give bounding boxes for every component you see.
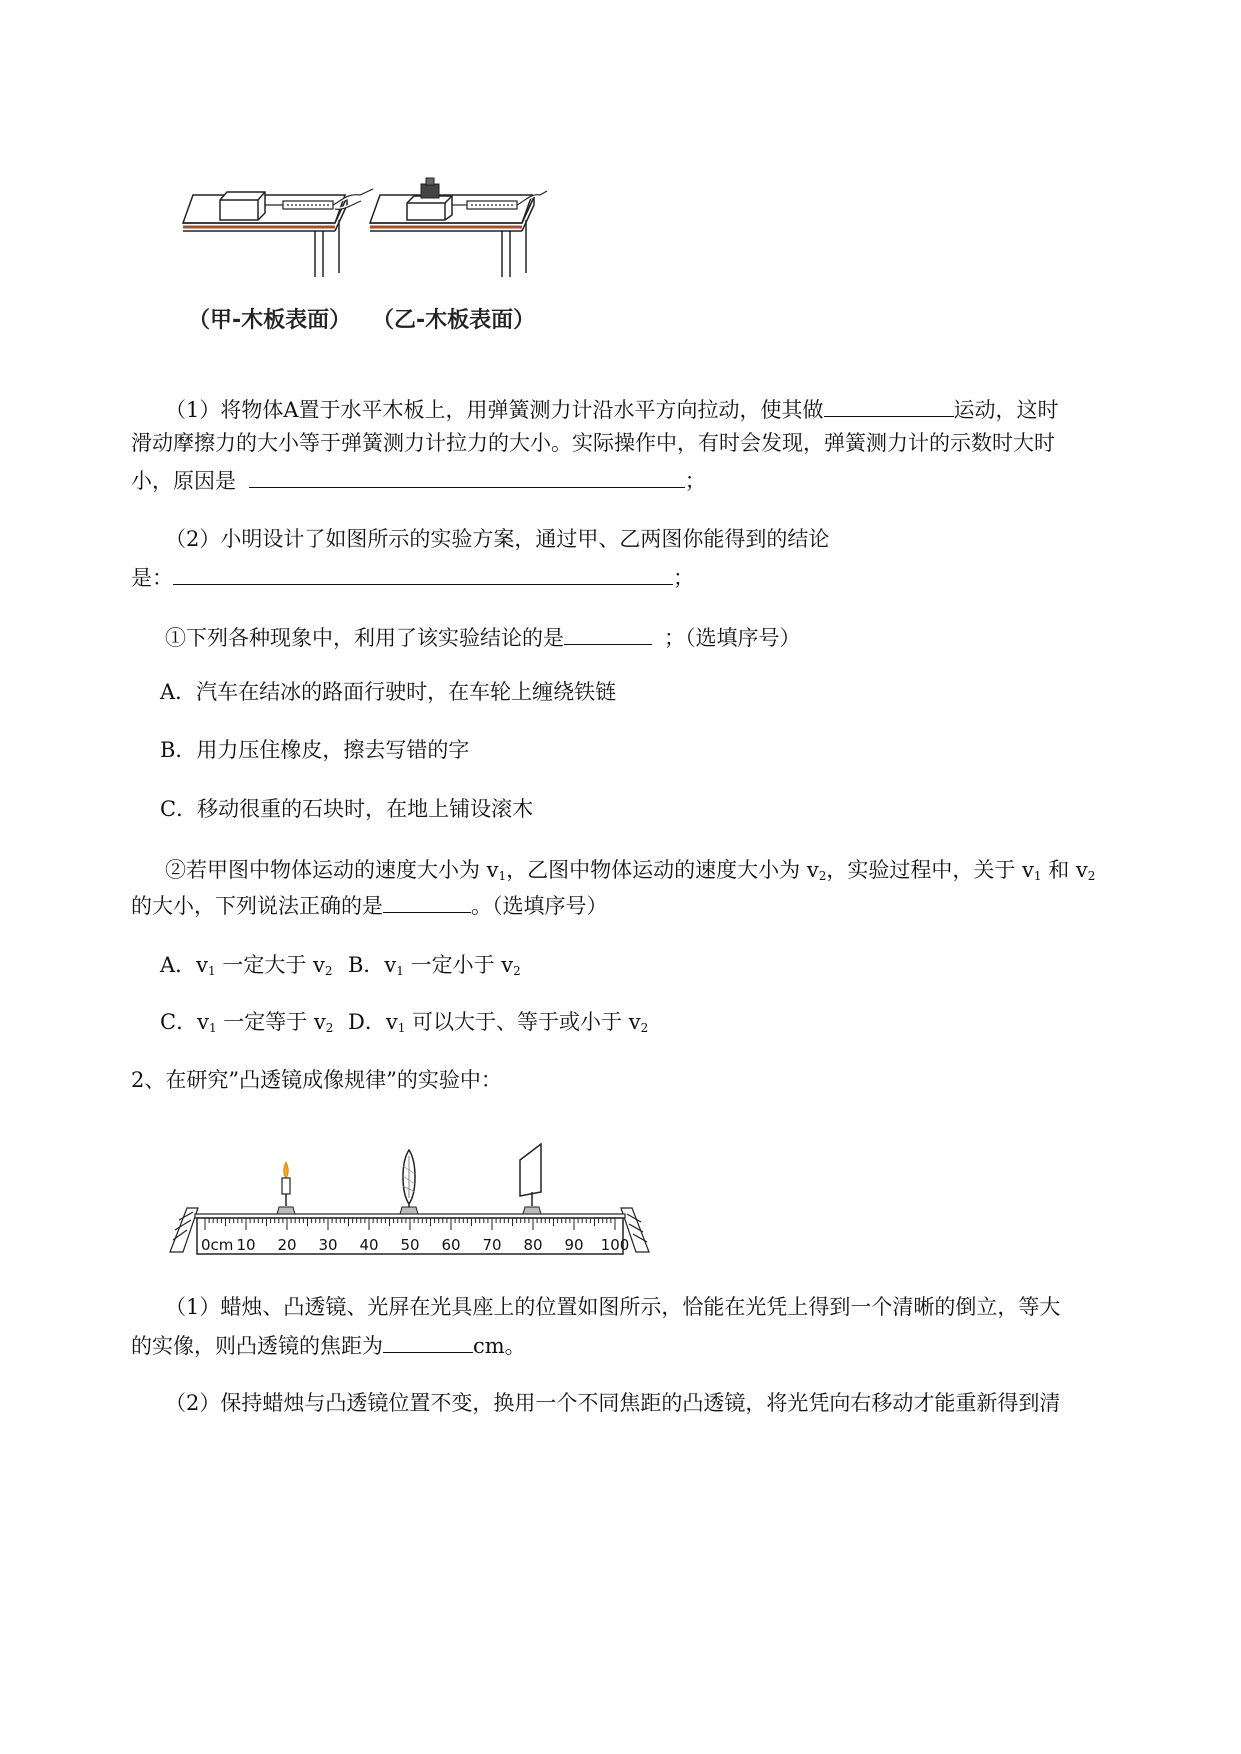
q2-focal-blank[interactable] bbox=[383, 1334, 473, 1353]
q2-part1-line2 bbox=[131, 1334, 526, 1357]
q1-sub2-text-e: 的大小，下列说法正确的是 bbox=[131, 894, 383, 918]
q1-option-b: B．用力压住橡皮，擦去写错的字 bbox=[160, 738, 470, 762]
ruler-label: 0cm bbox=[201, 1236, 234, 1254]
choice-d-post: 可以大于、等于或小于 v bbox=[405, 1010, 641, 1034]
ruler-label: 20 bbox=[277, 1236, 297, 1254]
sub-2: 2 bbox=[513, 964, 521, 978]
choice-d-pre: D．v bbox=[348, 1010, 398, 1034]
sub-1: 1 bbox=[397, 1021, 406, 1035]
q1-sub2-line2 bbox=[131, 894, 608, 917]
q1-part1-line1 bbox=[165, 398, 1059, 421]
choice-b-pre: B．v bbox=[348, 953, 397, 977]
q1-conclusion-end: ； bbox=[673, 566, 694, 590]
light-screen bbox=[520, 1144, 541, 1214]
sub-1: 1 bbox=[396, 964, 404, 978]
convex-lens bbox=[400, 1150, 418, 1214]
q1-sub2-text-b: ，乙图中物体运动的速度大小为 v bbox=[506, 858, 819, 882]
sub-1: 1 bbox=[1033, 869, 1042, 883]
q1-reason-label: 小，原因是 bbox=[131, 469, 236, 493]
choice-b-post: 一定小于 v bbox=[403, 953, 514, 977]
ruler-label: 90 bbox=[564, 1236, 584, 1254]
q1-choice-d bbox=[348, 1012, 648, 1034]
q2-focal-unit: cm。 bbox=[473, 1334, 526, 1358]
ruler-label: 10 bbox=[236, 1236, 256, 1254]
ruler-label: 70 bbox=[482, 1236, 502, 1254]
friction-experiment-figure bbox=[175, 165, 575, 285]
ruler-label: 80 bbox=[523, 1236, 543, 1254]
ruler-label: 60 bbox=[441, 1236, 461, 1254]
q1-part2-line1: （2）小明设计了如图所示的实验方案，通过甲、乙两图你能得到的结论 bbox=[165, 527, 830, 551]
sub-2: 2 bbox=[324, 964, 333, 978]
caption-jia: （甲-木板表面） bbox=[188, 308, 352, 333]
q1-sub1-blank[interactable] bbox=[564, 626, 652, 645]
q1-option-c: C．移动很重的石块时，在地上铺设滚木 bbox=[160, 797, 534, 821]
q1-choice-c bbox=[160, 1012, 333, 1034]
q2-part1-line1: （1）蜡烛、凸透镜、光屏在光具座上的位置如图所示，恰能在光凭上得到一个清晰的倒立，等大 bbox=[165, 1295, 1061, 1319]
ruler-label: 40 bbox=[359, 1236, 379, 1254]
candle bbox=[277, 1162, 295, 1214]
q2-focal-label: 的实像，则凸透镜的焦距为 bbox=[131, 1334, 383, 1358]
choice-a-pre: A．v bbox=[160, 953, 209, 977]
choice-c-pre: C．v bbox=[160, 1010, 209, 1034]
q1-sub1-text-a: ①下列各种现象中，利用了该实验结论的是 bbox=[165, 626, 564, 650]
ruler-label: 50 bbox=[400, 1236, 420, 1254]
block-a-jia bbox=[220, 192, 265, 220]
q1-sub2-line1 bbox=[165, 860, 1095, 882]
q2-part2-line1: （2）保持蜡烛与凸透镜位置不变，换用一个不同焦距的凸透镜，将光凭向右移动才能重新得到清 bbox=[165, 1391, 1061, 1415]
q1-part1-text-b: 运动，这时 bbox=[953, 398, 1059, 422]
q1-choice-a bbox=[160, 955, 333, 977]
ruler-label: 100 bbox=[600, 1236, 630, 1254]
bench-left-stand bbox=[170, 1208, 198, 1252]
q1-reason-end: ； bbox=[684, 469, 706, 493]
q1-sub2-text-f: 。（选填序号） bbox=[471, 894, 608, 918]
ruler-label: 30 bbox=[318, 1236, 338, 1254]
q1-reason-blank[interactable] bbox=[249, 469, 685, 488]
q1-conclusion-blank[interactable] bbox=[173, 566, 673, 585]
q1-motion-blank[interactable] bbox=[824, 398, 954, 417]
q1-sub2-text-d: 和 v bbox=[1041, 858, 1088, 882]
block-a-yi bbox=[407, 196, 452, 220]
sub-2: 2 bbox=[325, 1021, 334, 1035]
choice-a-post: 一定大于 v bbox=[215, 953, 325, 977]
sub-1: 1 bbox=[498, 869, 507, 883]
sub-1: 1 bbox=[208, 964, 216, 978]
optical-bench-figure bbox=[165, 1130, 665, 1260]
q2-title: 2、在研究”凸透镜成像规律”的实验中： bbox=[131, 1068, 502, 1092]
sub-1: 1 bbox=[208, 1021, 217, 1035]
q1-part1-line3 bbox=[131, 469, 706, 492]
q1-part1-text-a: （1）将物体A置于水平木板上，用弹簧测力计沿水平方向拉动，使其做 bbox=[165, 398, 824, 422]
q1-sub2-text-a: ②若甲图中物体运动的速度大小为 v bbox=[165, 858, 499, 882]
q1-conclusion-label: 是： bbox=[131, 566, 173, 590]
q1-option-a: A．汽车在结冰的路面行驶时，在车轮上缠绕铁链 bbox=[160, 680, 617, 704]
q1-sub1-text-b: ；（选填序号） bbox=[664, 626, 801, 650]
q1-part2-line2 bbox=[131, 566, 694, 589]
sub-2: 2 bbox=[640, 1021, 649, 1035]
q1-part1-line2: 滑动摩擦力的大小等于弹簧测力计拉力的大小。实际操作中，有时会发现，弹簧测力计的示数时大时 bbox=[131, 431, 1055, 455]
sub-2: 2 bbox=[1087, 869, 1096, 883]
caption-yi: （乙-木板表面） bbox=[372, 308, 536, 333]
q1-sub2-text-c: ，实验过程中，关于 v bbox=[826, 858, 1034, 882]
weight-yi bbox=[421, 178, 439, 198]
q1-sub1-prompt bbox=[165, 626, 801, 649]
q1-choice-b bbox=[348, 955, 521, 977]
choice-c-post: 一定等于 v bbox=[216, 1010, 326, 1034]
sub-2: 2 bbox=[818, 869, 827, 883]
q1-sub2-blank[interactable] bbox=[383, 894, 471, 913]
